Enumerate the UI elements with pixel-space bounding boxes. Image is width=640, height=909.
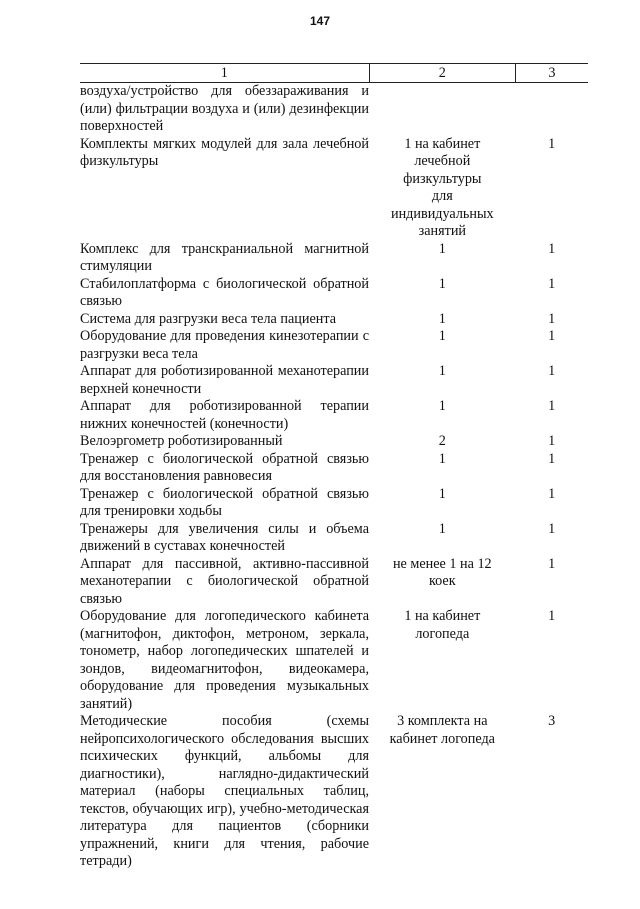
equipment-name: Аппарат для пассивной, активно-пассивной механотерапии с биологической обратной связью xyxy=(80,555,369,607)
equipment-count: 1 xyxy=(548,240,556,257)
table-row xyxy=(80,556,588,609)
equipment-quantity: 1 xyxy=(438,485,446,502)
equipment-quantity: 1 xyxy=(438,520,446,537)
equipment-quantity: 3 комплекта на кабинет логопеда xyxy=(389,713,495,747)
equipment-name: Оборудование для логопедического кабинета (магнитофон, диктофон, метроном, зеркала, тонометр, набор логопедических шпателей и зондов, видеомагнитофон, видеокамера, оборудование для проведения музыкальных занятий) xyxy=(80,608,369,712)
equipment-count: 1 xyxy=(548,608,556,624)
table-row xyxy=(80,136,588,241)
equipment-quantity: 1 xyxy=(438,363,446,379)
equipment-name: Комплекты мягких модулей для зала лечебной физкультуры xyxy=(80,135,369,169)
equipment-quantity: 2 xyxy=(438,433,446,449)
equipment-quantity: 1 на кабинет логопеда xyxy=(404,608,481,642)
equipment-count: 1 xyxy=(548,328,556,344)
equipment-count: 1 xyxy=(548,485,556,502)
equipment-count: 1 xyxy=(548,520,556,537)
equipment-name: Аппарат для роботизированной механотерапии верхней конечности xyxy=(80,363,369,397)
table-row xyxy=(80,363,588,398)
table-row xyxy=(80,713,588,871)
table-row xyxy=(80,398,588,433)
equipment-name: Велоэргометр роботизированный xyxy=(80,433,283,449)
equipment-quantity: 1 на кабинет лечебной физкультуры для индивидуальных занятий xyxy=(391,135,494,239)
column-header-3: 3 xyxy=(516,64,588,83)
equipment-name: Тренажер с биологической обратной связью для тренировки ходьбы xyxy=(80,485,369,519)
equipment-quantity: 1 xyxy=(438,328,446,344)
column-header-1: 1 xyxy=(80,64,369,83)
equipment-quantity: 1 xyxy=(438,275,446,292)
equipment-count: 1 xyxy=(548,363,556,379)
equipment-count: 1 xyxy=(548,135,556,152)
table-header xyxy=(80,64,588,83)
equipment-count: 1 xyxy=(548,398,556,414)
table-row xyxy=(80,276,588,311)
table-row xyxy=(80,608,588,713)
page-number: 147 xyxy=(309,14,331,28)
equipment-count: 3 xyxy=(548,713,556,729)
table-row xyxy=(80,311,588,329)
equipment-count: 1 xyxy=(548,555,556,572)
equipment-name: Система для разгрузки веса тела пациента xyxy=(80,310,337,327)
equipment-name: Аппарат для роботизированной терапии нижних конечностей (конечности) xyxy=(80,398,369,432)
equipment-name: Тренажеры для увеличения силы и объема движений в суставах конечностей xyxy=(80,520,369,554)
table-row xyxy=(80,433,588,451)
equipment-quantity xyxy=(369,83,516,136)
equipment-name: Стабилоплатформа с биологической обратной связью xyxy=(80,275,369,309)
equipment-count xyxy=(516,83,588,136)
table-row xyxy=(80,83,588,136)
column-header-2: 2 xyxy=(369,64,516,83)
equipment-quantity: 1 xyxy=(438,450,446,467)
equipment-count: 1 xyxy=(548,275,556,292)
equipment-count: 1 xyxy=(548,433,556,449)
equipment-name: воздуха/устройство для обеззараживания и (или) фильтрации воздуха и (или) дезинфекции поверхностей xyxy=(80,83,369,134)
equipment-count: 1 xyxy=(548,310,556,327)
equipment-quantity: 1 xyxy=(438,310,446,327)
table-row xyxy=(80,241,588,276)
equipment-name: Оборудование для проведения кинезотерапии с разгрузки веса тела xyxy=(80,328,369,362)
equipment-name: Методические пособия (схемы нейропсихологического обследования высших психических функций, альбомы для диагностики), наглядно-дидактический материал (наборы специальных таблиц, текстов, обучающих игр), учебно-методическая литература для пациентов (сборники упражнений, книги для чтения, рабочие тетради) xyxy=(80,713,369,869)
equipment-quantity: 1 xyxy=(438,398,446,414)
equipment-quantity: 1 xyxy=(438,240,446,257)
table-row xyxy=(80,521,588,556)
table-row xyxy=(80,451,588,486)
equipment-quantity: не менее 1 на 12 коек xyxy=(392,555,492,589)
table-row xyxy=(80,486,588,521)
equipment-table xyxy=(80,63,588,871)
equipment-count: 1 xyxy=(548,450,556,467)
equipment-name: Комплекс для транскраниальной магнитной стимуляции xyxy=(80,240,369,274)
equipment-name: Тренажер с биологической обратной связью для восстановления равновесия xyxy=(80,450,369,484)
table-row xyxy=(80,328,588,363)
